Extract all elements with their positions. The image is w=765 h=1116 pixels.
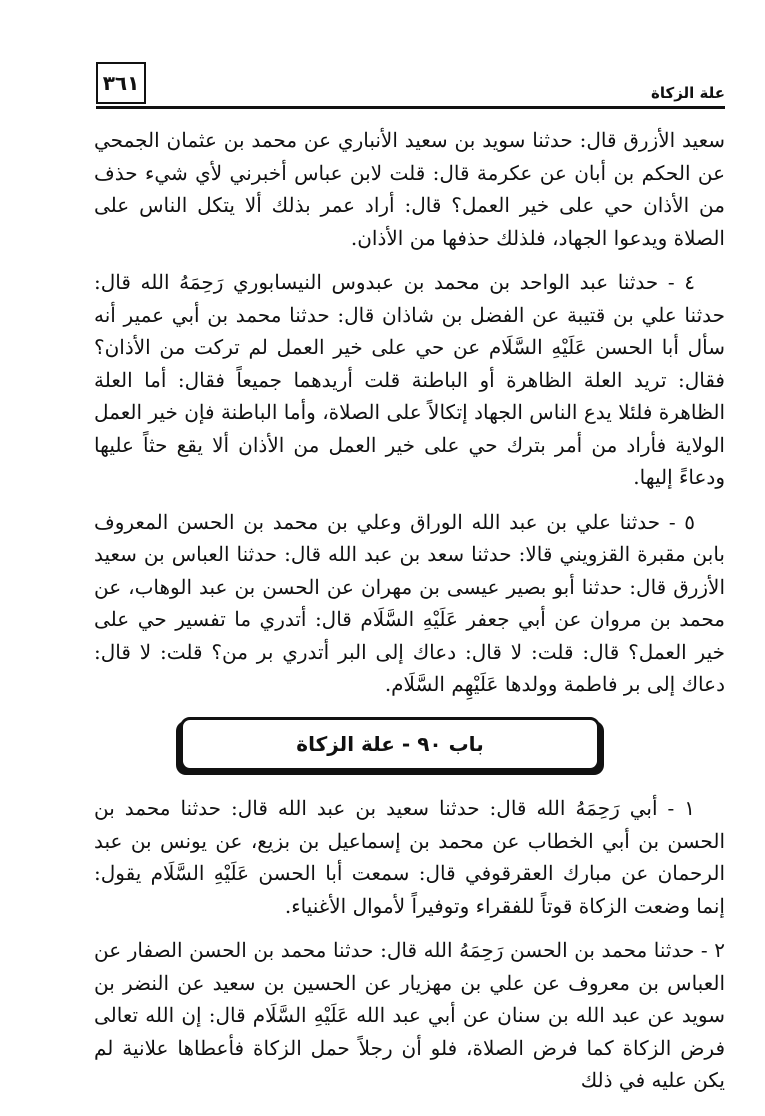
paragraph-hadith-5: ٥ - حدثنا علي بن عبد الله الوراق وعلي بن محمد بن الحسن المعروف بابن مقبرة القزويني قالا: حدثنا سعد بن عبد الله قال: حدثنا العباس بن سعيد الأزرق قال: حدثنا أبو بصير عيسى بن مهران عن الحسن بن عبد الوهاب، عن محمد بن مروان عن أبي جعفر عَلَيْهِ السَّلَام قال: أتدري ما تفسير حي على خير العمل؟ قال: قلت: لا قال: دعاك إلى البر أتدري بر من؟ قلت: لا قال: دعاك إلى بر فاطمة وولدها عَلَيْهِم السَّلَام. (94, 509, 725, 696)
running-title: علة الزكاة (650, 84, 725, 102)
paragraph-hadith-2: ٢ - حدثنا محمد بن الحسن رَحِمَهُ الله قال: حدثنا محمد بن الحسن الصفار عن العباس بن معروف عن علي بن مهزيار عن الحسين بن سعيد عن النضر بن سويد عن عبد الله بن سنان عن أبي عبد الله عَلَيْهِ السَّلَام قال: إن الله تعالى فرض الزكاة كما فرض الصلاة، فلو أن رجلاً حمل الزكاة فأعطاها علانية لم يكن عليه في ذلك (94, 938, 725, 1092)
paragraph-continuation: سعيد الأزرق قال: حدثنا سويد بن سعيد الأنباري عن محمد بن عثمان الجمحي عن الحكم بن أبان عن عكرمة قال: قلت لابن عباس أخبرني لأي شيء حذف من الأذان حي على خير العمل؟ قال: أراد عمر بذلك ألا يتكل الناس على الصلاة ويدعوا الجهاد، فلذلك حذفها من الأذان. (94, 128, 725, 250)
header-divider (96, 106, 725, 109)
main-text-bottom (94, 792, 725, 1109)
main-text-top (94, 124, 725, 713)
page-number: ٣٦١ (96, 62, 146, 104)
paragraph-hadith-4: ٤ - حدثنا عبد الواحد بن محمد بن عبدوس النيسابوري رَحِمَهُ الله قال: حدثنا علي بن قتيبة عن الفضل بن شاذان قال: حدثنا محمد بن أبي عمير أنه سأل أبا الحسن عَلَيْهِ السَّلَام عن حي على خير العمل لم تركت من الأذان؟ فقال: تريد العلة الظاهرة أو الباطنة قلت أريدهما جميعاً فقال: أما العلة الظاهرة فلئلا يدع الناس الجهاد إتكالاً على الصلاة، وأما الباطنة فإن خير العمل الولاية فأراد من أمر بترك حي على خير العمل من الأذان ألا يقع حثاً عليها ودعاءً إليها. (94, 270, 725, 489)
chapter-heading: باب ٩٠ - علة الزكاة (180, 717, 600, 771)
page-header (96, 62, 725, 110)
paragraph-hadith-1: ١ - أبي رَحِمَهُ الله قال: حدثنا سعيد بن عبد الله قال: حدثنا محمد بن الحسن بن أبي الخطاب عن محمد بن إسماعيل بن بزيع، عن يونس بن عبد الرحمان عن مبارك العقرقوفي قال: سمعت أبا الحسن عَلَيْهِ السَّلَام يقول: إنما وضعت الزكاة قوتاً للفقراء وتوفيراً لأموال الأغنياء. (94, 796, 725, 918)
